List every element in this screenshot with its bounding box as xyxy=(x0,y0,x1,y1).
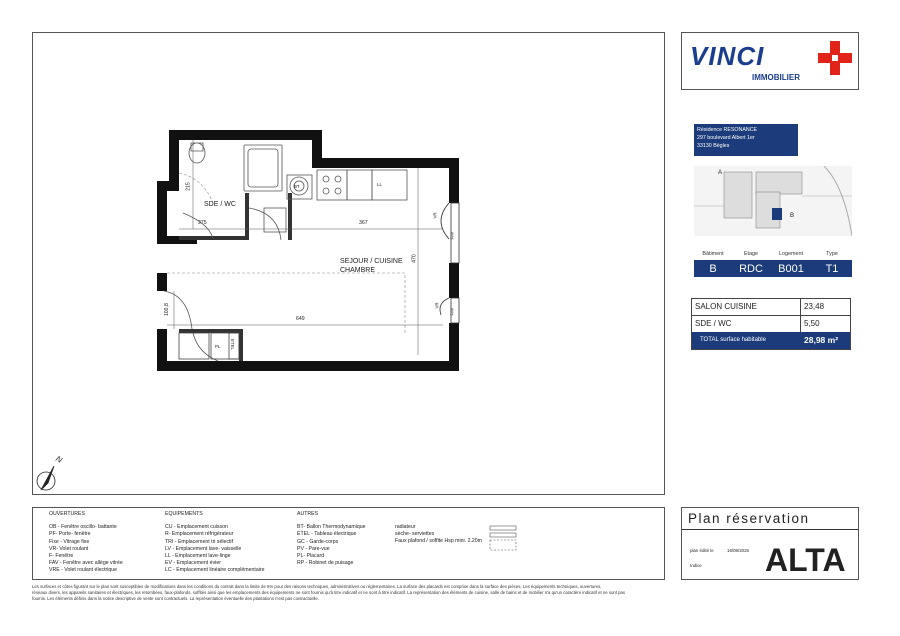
surfaces-table xyxy=(691,298,851,350)
surface-value: 23,48 xyxy=(804,302,825,311)
legend-item: Faux plafond / soffite Hsp mini. 2.20m xyxy=(395,538,482,545)
dim-367: 367 xyxy=(359,220,368,226)
legend-ouvertures xyxy=(49,511,123,575)
residence-address: 297 boulevard Albert 1er xyxy=(697,135,755,141)
date-value: 16/09/2025 xyxy=(727,548,749,553)
surface-row xyxy=(692,315,850,330)
brand-name: VINCI xyxy=(690,41,765,71)
dim-275: 275 xyxy=(198,220,207,226)
legend-item: FAV - Fenêtre avec allège vitrée xyxy=(49,560,123,567)
disclaimer-line: fournis. Les éléments définis dans la notice descriptive de vente sont contractuels. La représentation éventuelle des plantations n'est pas contractuelle. xyxy=(32,596,319,601)
legend-item: VRE - Volet roulant électrique xyxy=(49,567,118,574)
legend-item: RP - Robinet de puisage xyxy=(297,560,354,567)
site-label-b: B xyxy=(790,213,795,219)
legend-item: PF- Porte- fenêtre xyxy=(49,531,91,538)
floor-plan-panel xyxy=(32,32,665,495)
lot-table xyxy=(694,251,852,279)
room-label-sde: SDE / WC xyxy=(204,201,236,208)
date-label: plan édité le xyxy=(690,548,714,553)
disclaimer-line: réseaux divers, les appareils sanitaires et électriques, les retombées, faux-plafonds, soffites ainsi que les emplacements des équipements ne sont fournis qu'à titre indicatif et ne sont à titre indicatif. La représentation des éléments de cuisine, salle de bains et de mobilier n'a qu'un caractère indicatif et ne sont pas xyxy=(32,590,626,595)
legend-item: VR- Volet roulant xyxy=(49,545,89,552)
brand-logo-box xyxy=(681,32,859,90)
legend-item: ETEL - Tableau électrique xyxy=(297,531,357,538)
brand-sub: IMMOBILIER xyxy=(752,73,800,82)
legend-item: F- Fenêtre xyxy=(49,553,74,560)
tag-pl: PL xyxy=(215,344,221,349)
legend-title: EQUIPEMENTS xyxy=(165,511,203,517)
legend-item: sèche- serviettes xyxy=(395,531,435,538)
project-name: ALTA xyxy=(765,542,846,578)
north-arrow xyxy=(37,466,55,490)
residence-name: Résidence RESONANCE xyxy=(697,127,758,133)
tag-vr-1: VR xyxy=(432,212,438,219)
legend-item: GC - Garde-corps xyxy=(297,538,339,545)
dim-100: 100,8 xyxy=(163,303,170,317)
surface-label: SALON CUISINE xyxy=(695,302,757,311)
site-label-a: A xyxy=(718,170,723,176)
legend-equipements xyxy=(165,511,264,575)
dim-215: 215 xyxy=(185,182,192,191)
legend-item: Fixe - Vitrage fixe xyxy=(49,538,90,545)
tag-bt: BT xyxy=(294,184,300,189)
lot-value-type: T1 xyxy=(825,263,839,275)
tag-vr-2: VR xyxy=(434,302,440,309)
legend-autres xyxy=(297,511,366,567)
disclaimer xyxy=(32,584,862,602)
surface-row xyxy=(692,299,850,314)
surface-total-row xyxy=(692,332,850,349)
tag-ll: LL xyxy=(377,182,382,187)
legend-item: EV - Emplacement évier xyxy=(165,560,221,567)
legend-item: OB - Fenêtre oscillo- battante xyxy=(49,524,117,531)
legend-item: CU - Emplacement cuisson xyxy=(165,524,228,531)
surface-value: 5,50 xyxy=(804,319,820,328)
residence-city: 33130 Bègles xyxy=(697,143,730,149)
legend-item: radiateur xyxy=(395,524,416,530)
legend-item: R- Emplacement réfrigérateur xyxy=(165,531,234,538)
lot-header-batiment: Bâtiment xyxy=(702,251,724,257)
legend-item: TRI - Emplacement tri sélectif xyxy=(165,538,234,545)
legend-symbols xyxy=(395,524,482,546)
title-underline xyxy=(682,529,858,530)
site-plan-map xyxy=(694,166,852,236)
lot-value-batiment: B xyxy=(709,263,717,275)
legend-title: AUTRES xyxy=(297,511,319,517)
dim-470: 470 xyxy=(411,254,418,263)
legend-item: LL - Emplacement lave-linge xyxy=(165,553,231,560)
tag-etel: ETEL xyxy=(229,339,235,350)
room-label-sejour: SEJOUR / CUISINE xyxy=(340,258,403,265)
disclaimer-line: Les surfaces et côtes figurant sur le plan sont susceptibles de modifications dans les conditions du contrat dans la limite de 5% pour des raisons techniques, administratives ou réglementaires. La surface des placards est comprise dans la surface des pièces. Les équipements techniques, ouvertures, xyxy=(32,584,602,589)
legend-item: BT- Ballon Thermodynamique xyxy=(297,524,366,531)
title-block xyxy=(681,507,859,580)
lot-value-logement: B001 xyxy=(778,263,804,275)
surface-total-value: 28,98 m² xyxy=(804,335,839,345)
legend-item: PL- Placard xyxy=(297,553,325,560)
surface-label: SDE / WC xyxy=(695,319,732,328)
legend-item: LV - Emplacement lave- vaisselle xyxy=(165,545,242,552)
legend-title: OUVERTURES xyxy=(49,511,85,517)
lot-header-etage: Etage xyxy=(743,251,759,257)
legend-panel xyxy=(32,507,665,580)
north-label: N xyxy=(54,454,64,465)
room-label-chambre: CHAMBRE xyxy=(340,267,376,274)
surface-total-label: TOTAL surface habitable xyxy=(700,337,766,343)
lot-header-logement: Logement xyxy=(779,251,803,257)
lot-value-etage: RDC xyxy=(739,263,763,275)
legend-item: PV - Pare-vue xyxy=(297,545,330,552)
brand-cross-icon xyxy=(816,39,856,79)
tag-fav-1: FAV xyxy=(449,231,455,240)
lot-header-type: Type xyxy=(826,251,838,257)
dim-649: 649 xyxy=(296,316,305,322)
plan-title: Plan réservation xyxy=(688,511,810,526)
indice-label: Indice xyxy=(690,563,702,568)
surface-col-divider xyxy=(800,299,801,332)
lot-info-panel xyxy=(681,118,859,282)
legend-item: LC - Emplacement linéaire complémentaire xyxy=(165,567,265,574)
radiator-symbol-icon xyxy=(488,524,518,554)
tag-fav-2: FAV xyxy=(449,307,455,316)
